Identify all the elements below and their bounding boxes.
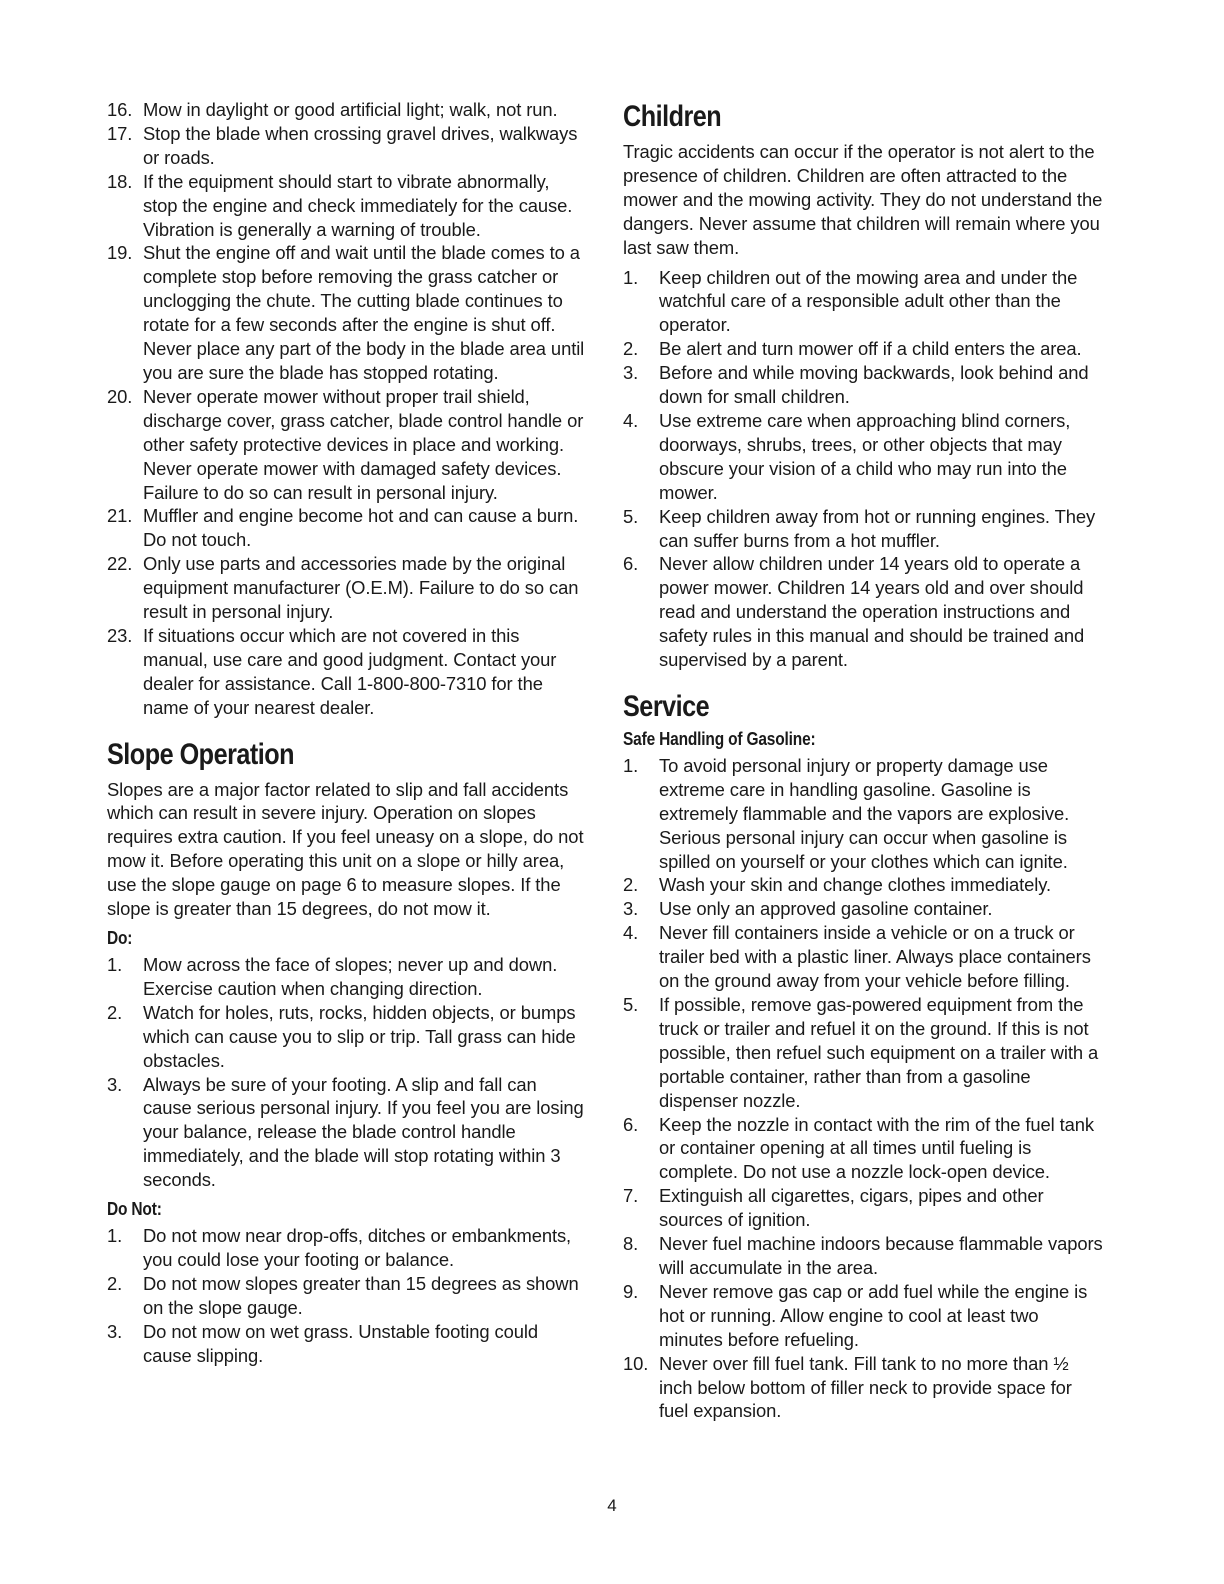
service-heading: Service — [623, 689, 710, 723]
list-item — [623, 921, 1106, 993]
item-text: Keep the nozzle in contact with the rim of the fuel tank or container opening at all times until fueling is complete. Do not use a nozzle lock-open device. — [659, 1113, 1095, 1183]
list-item — [107, 953, 587, 1001]
item-text: Muffler and engine become hot and can cause a burn. Do not touch. — [143, 505, 579, 551]
list-item — [107, 98, 587, 122]
item-text: Use only an approved gasoline container. — [659, 898, 993, 920]
item-text: Only use parts and accessories made by the original equipment manufacturer (O.E.M). Failure to do so can result in personal injury. — [143, 553, 579, 623]
list-item — [107, 170, 587, 242]
item-text: Stop the blade when crossing gravel drives, walkways or roads. — [143, 122, 578, 168]
page-number: 4 — [607, 1496, 617, 1515]
item-number: 5. — [623, 505, 639, 527]
item-number: 6. — [623, 553, 639, 575]
list-item — [107, 385, 587, 505]
list-item — [623, 505, 1106, 553]
list-item — [623, 873, 1106, 897]
list-item — [623, 361, 1106, 409]
list-item — [107, 1001, 587, 1073]
item-text: To avoid personal injury or property damage use extreme care in handling gasoline. Gasoline is extremely flammable and the vapors are explosive. Serious personal injury can occur when gasoline is spilled on yourself or your clothes which can ignite. — [659, 754, 1070, 872]
item-number: 4. — [623, 922, 639, 944]
item-number: 21. — [107, 505, 133, 527]
item-number: 2. — [623, 874, 639, 896]
item-text: Before and while moving backwards, look behind and down for small children. — [659, 362, 1089, 408]
item-text: Use extreme care when approaching blind corners, doorways, shrubs, trees, or other objects that may obscure your vision of a child who may run into the mower. — [659, 409, 1071, 503]
list-item — [623, 1113, 1106, 1185]
list-item — [107, 1073, 587, 1193]
do-not-list — [107, 1224, 587, 1367]
list-item — [623, 754, 1106, 874]
item-number: 18. — [107, 170, 133, 192]
item-number: 1. — [107, 954, 123, 975]
list-item — [107, 1320, 587, 1368]
item-number: 23. — [107, 624, 133, 646]
item-number: 16. — [107, 99, 133, 120]
list-item — [623, 993, 1106, 1113]
item-number: 5. — [623, 994, 639, 1015]
item-text: Mow across the face of slopes; never up and down. Exercise caution when changing direction. — [143, 954, 558, 999]
list-item — [623, 1184, 1106, 1232]
item-text: Never over fill fuel tank. Fill tank to no more than ½ inch below bottom of filler neck to provide space for fuel expansion. — [659, 1352, 1072, 1422]
item-text: Do not mow slopes greater than 15 degrees as shown on the slope gauge. — [143, 1272, 579, 1318]
item-text: Extinguish all cigarettes, cigars, pipes and other sources of ignition. — [659, 1185, 1044, 1231]
children-paragraph: Tragic accidents can occur if the operator is not alert to the presence of children. Children are often attracted to the mower and the mowing activity. They do not understand the dangers. Never assume that children will remain where you last saw them. — [623, 141, 1103, 258]
item-text: Keep children out of the mowing area and under the watchful care of a responsible adult other than the operator. — [659, 266, 1078, 336]
safety-rules-list — [107, 98, 587, 720]
item-text: Wash your skin and change clothes immediately. — [659, 874, 1052, 896]
list-item — [623, 337, 1106, 361]
children-heading: Children — [623, 100, 722, 133]
right-column — [623, 98, 1106, 1423]
item-number: 4. — [623, 409, 639, 431]
do-not-heading: Do Not: — [107, 1199, 162, 1220]
item-number: 3. — [107, 1073, 123, 1095]
item-number: 1. — [623, 754, 639, 776]
item-number: 19. — [107, 242, 133, 264]
list-item — [623, 409, 1106, 505]
list-item — [107, 504, 587, 552]
item-text: Do not mow near drop-offs, ditches or embankments, you could lose your footing or balance. — [143, 1225, 572, 1270]
item-number: 1. — [623, 266, 639, 288]
item-number: 9. — [623, 1280, 639, 1302]
item-text: Never allow children under 14 years old to operate a power mower. Children 14 years old and over should read and understand the operation instructions and safety rules in this manual and should be trained and supervised by a parent. — [659, 553, 1085, 671]
item-number: 1. — [107, 1225, 123, 1247]
item-number: 3. — [107, 1320, 123, 1342]
item-text: Never fill containers inside a vehicle or on a truck or trailer bed with a plastic liner. Always place containers on the ground away from your vehicle before filling. — [659, 922, 1091, 992]
list-item — [107, 122, 587, 170]
list-item — [107, 552, 587, 624]
slope-operation-heading: Slope Operation — [107, 737, 295, 771]
item-text: Keep children away from hot or running engines. They can suffer burns from a hot muffler. — [659, 505, 1096, 551]
item-text: If situations occur which are not covered in this manual, use care and good judgment. Contact your dealer for assistance. Call 1-800-800-7310 for the name of your nearest dealer. — [143, 624, 557, 718]
item-text: Be alert and turn mower off if a child enters the area. — [659, 338, 1082, 360]
list-item — [107, 241, 587, 384]
item-number: 6. — [623, 1113, 639, 1135]
slope-operation-paragraph: Slopes are a major factor related to slip and fall accidents which can result in severe injury. Operation on slopes requires extra caution. If you feel uneasy on a slope, do not mow it. Before operating this unit on a slope or hilly area, use the slope gauge on page 6 to measure slopes. If the slope is greater than 15 degrees, do not mow it. — [107, 778, 584, 920]
item-number: 7. — [623, 1185, 639, 1207]
item-text: Always be sure of your footing. A slip and fall can cause serious personal injury. If you feel you are losing your balance, release the blade control handle immediately, and the blade will stop rotating within 3 seconds. — [143, 1073, 584, 1191]
children-list — [623, 266, 1106, 672]
list-item — [623, 1232, 1106, 1280]
item-number: 2. — [107, 1272, 123, 1294]
item-number: 17. — [107, 122, 133, 144]
item-text: Mow in daylight or good artificial light; walk, not run. — [143, 99, 558, 120]
list-item — [107, 1224, 587, 1272]
safe-handling-gasoline-heading: Safe Handling of Gasoline: — [623, 728, 816, 749]
item-number: 2. — [623, 338, 639, 360]
list-item — [623, 1280, 1106, 1352]
item-text: If the equipment should start to vibrate abnormally, stop the engine and check immediately for the cause. Vibration is generally a warning of trouble. — [143, 170, 573, 240]
item-text: Never remove gas cap or add fuel while the engine is hot or running. Allow engine to cool at least two minutes before refueling. — [659, 1280, 1088, 1350]
item-number: 22. — [107, 553, 133, 575]
list-item — [623, 897, 1106, 921]
list-item — [107, 1272, 587, 1320]
gasoline-list — [623, 754, 1106, 1423]
do-list — [107, 953, 587, 1192]
item-number: 3. — [623, 898, 639, 920]
do-heading: Do: — [107, 928, 133, 948]
item-text: Never fuel machine indoors because flammable vapors will accumulate in the area. — [659, 1233, 1103, 1278]
item-text: If possible, remove gas-powered equipment from the truck or trailer and refuel it on the ground. If this is not possible, then refuel such equipment on a trailer with a portable container, rather than from a gasoline dispenser nozzle. — [659, 994, 1099, 1111]
item-text: Do not mow on wet grass. Unstable footing could cause slipping. — [143, 1320, 539, 1366]
item-number: 2. — [107, 1001, 123, 1023]
list-item — [623, 552, 1106, 672]
item-text: Shut the engine off and wait until the blade comes to a complete stop before removing the grass catcher or unclogging the chute. The cutting blade continues to rotate for a few seconds after the engine is shut off. Never place any part of the body in the blade area until you are sure the blade has stopped rotating. — [143, 242, 585, 383]
list-item — [623, 1352, 1106, 1424]
item-text: Never operate mower without proper trail shield, discharge cover, grass catcher, blade control handle or other safety protective devices in place and working. Never operate mower with damaged safety devices. Failure to do so can result in personal injury. — [143, 385, 584, 503]
item-number: 3. — [623, 362, 639, 384]
list-item — [107, 624, 587, 720]
item-number: 10. — [623, 1352, 649, 1374]
item-number: 20. — [107, 385, 133, 407]
item-number: 8. — [623, 1233, 639, 1255]
left-column — [107, 98, 587, 1368]
list-item — [623, 266, 1106, 338]
item-text: Watch for holes, ruts, rocks, hidden objects, or bumps which can cause you to slip or trip. Tall grass can hide obstacles. — [143, 1001, 576, 1071]
